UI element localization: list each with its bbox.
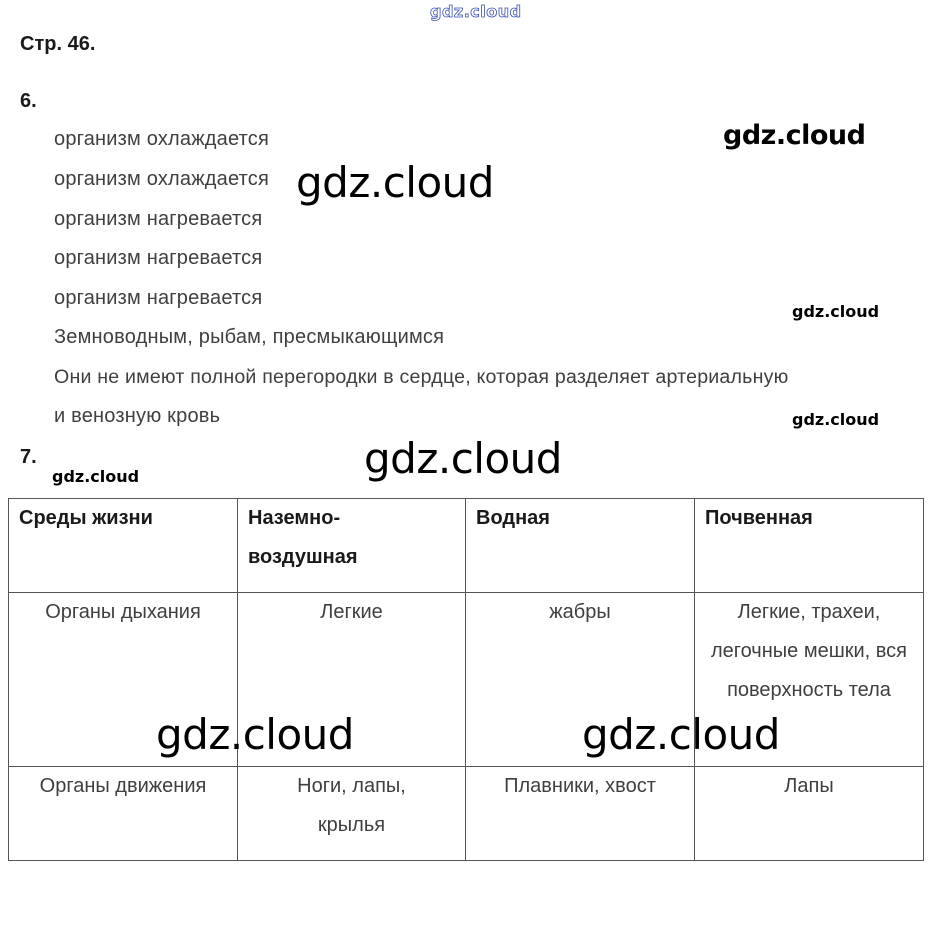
watermark-5: gdz.cloud [364, 434, 562, 483]
watermark-7: gdz.cloud [156, 710, 354, 759]
environments-table [8, 498, 924, 861]
watermark-6: gdz.cloud [52, 467, 140, 486]
cell-breathing-soil: Легкие, трахеи, легочные мешки, вся поверхность тела [695, 593, 924, 767]
page-label: Стр. 46. [20, 33, 96, 55]
watermark-top: gdz.cloud [430, 2, 522, 21]
task-6-line-3: организм нагревается [54, 208, 263, 230]
watermark-3: gdz.cloud [792, 302, 880, 321]
header-cell-water: Водная [466, 499, 695, 593]
task-6-line-2: организм охлаждается [54, 168, 270, 190]
header-ground-air-line-1: Наземно- [248, 507, 341, 529]
task-6-line-1: организм охлаждается [54, 128, 270, 150]
watermark-8: gdz.cloud [582, 710, 780, 759]
table-row [9, 593, 924, 767]
task-6-line-5: организм нагревается [54, 287, 263, 309]
task-6-line-6: Земноводным, рыбам, пресмыкающимся [54, 326, 445, 348]
table-header-row [9, 499, 924, 593]
watermark-4: gdz.cloud [792, 410, 880, 429]
cell-movement-soil: Лапы [695, 767, 924, 861]
task-6-line-4: организм нагревается [54, 247, 263, 269]
task-6-number: 6. [20, 90, 37, 112]
task-6-line-8: и венозную кровь [54, 405, 221, 427]
header-cell-soil: Почвенная [695, 499, 924, 593]
header-cell-environments: Среды жизни [9, 499, 238, 593]
cell-movement-water: Плавники, хвост [466, 767, 695, 861]
table-row [9, 767, 924, 861]
header-ground-air-line-2: воздушная [248, 546, 358, 568]
row-label-movement: Органы движения [9, 767, 238, 861]
cell-movement-ground-air: Ноги, лапы, крылья [238, 767, 466, 861]
header-cell-ground-air [238, 499, 466, 593]
watermark-1: gdz.cloud [723, 120, 866, 151]
cell-breathing-ground-air: Легкие [238, 593, 466, 767]
task-6-line-7: Они не имеют полной перегородки в сердце, которая разделяет артериальную [54, 366, 789, 388]
cell-breathing-water: жабры [466, 593, 695, 767]
task-7-number: 7. [20, 446, 37, 468]
watermark-2: gdz.cloud [296, 158, 494, 207]
row-label-breathing: Органы дыхания [9, 593, 238, 767]
